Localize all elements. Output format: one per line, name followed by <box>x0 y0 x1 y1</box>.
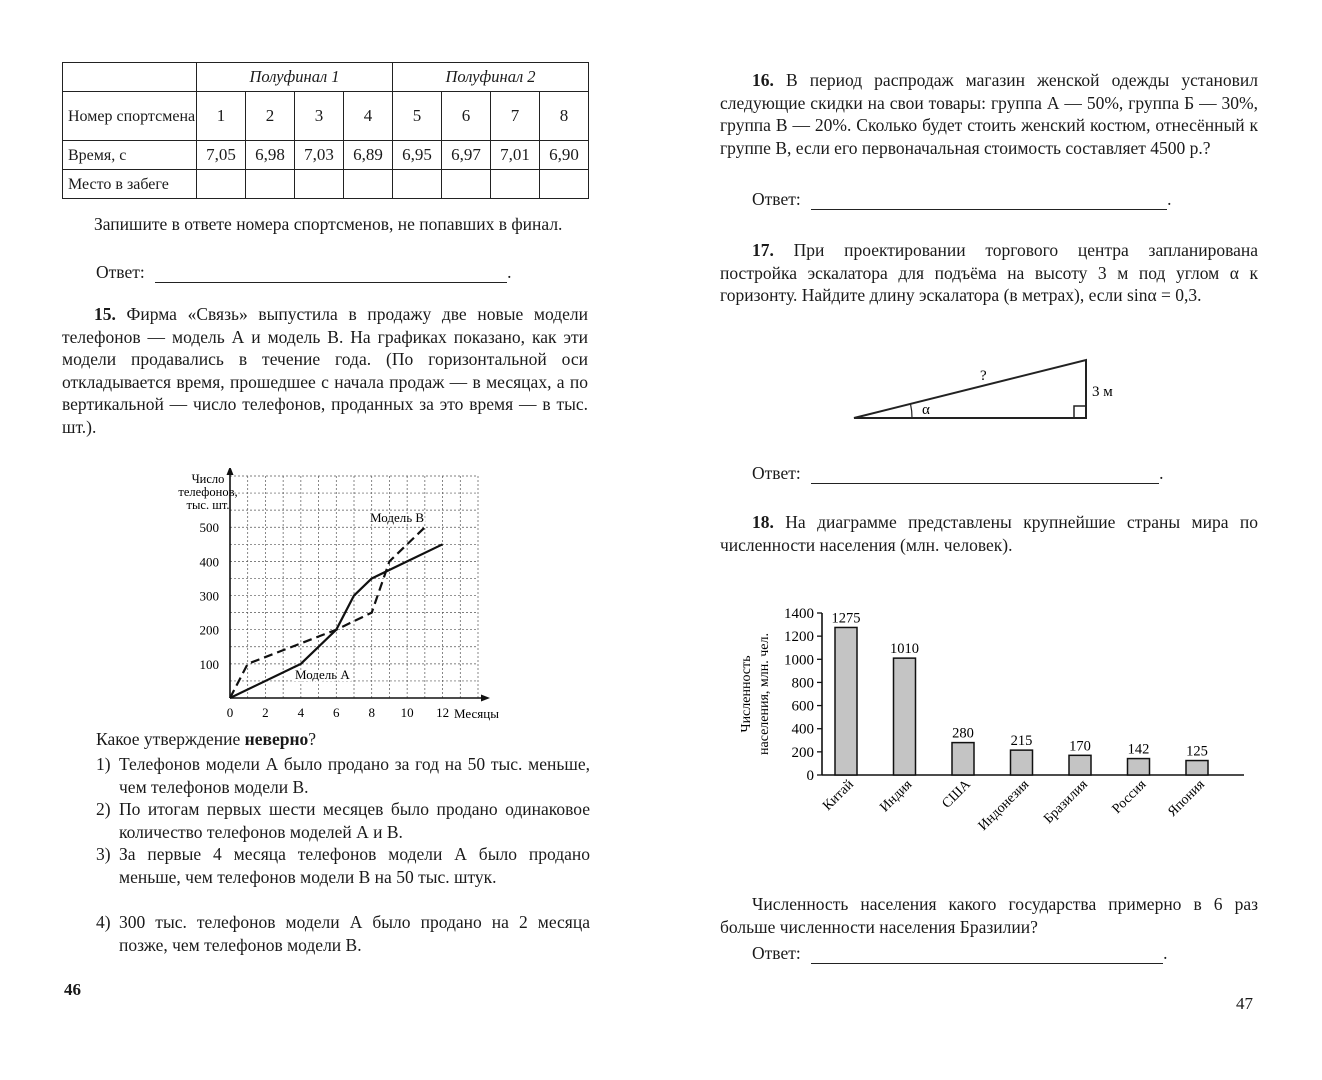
option-text: 300 тыс. телефонов модели А было продано на 2 месяца позже, чем телефонов модели В. <box>119 912 590 955</box>
bar-value-label: 142 <box>1127 741 1150 758</box>
table-cell: 8 <box>540 92 589 141</box>
bar-value-label: 280 <box>952 725 974 742</box>
task-number: 17. <box>752 240 774 260</box>
task15-body: Фирма «Связь» выпустила в продажу две новые модели телефонов — модель А и модель В. На графиках показано, как эти модели продавались в течение года. (По горизонтальной оси откладывается время, прошедшее с начала продаж — в месяцах, а по вертикальной — число телефонов, проданных за это время — в тыс. шт.). <box>62 304 588 437</box>
table-cell: 1 <box>197 92 246 141</box>
y-tick-label: 1200 <box>784 629 814 646</box>
table-cell: 7,05 <box>197 141 246 170</box>
x-tick-label: 4 <box>297 705 305 720</box>
series-label-model-b: Модель В <box>370 510 425 525</box>
category-label: Япония <box>1165 777 1208 820</box>
chart-axes <box>227 468 491 702</box>
category-label: Китай <box>820 777 857 814</box>
option-number: 2) <box>96 799 111 819</box>
results-table <box>62 62 589 199</box>
task18-answer: Ответ: . <box>752 943 1168 963</box>
bar-value-label: 170 <box>1069 738 1091 755</box>
task16-text <box>720 69 1258 159</box>
row-label-number: Номер спортсмена <box>63 92 197 141</box>
category-label: США <box>939 777 974 812</box>
y-tick-label: 400 <box>199 554 219 570</box>
angle-arc <box>911 404 913 418</box>
y-tick-label: 1400 <box>784 606 814 622</box>
y-tick-label: 100 <box>199 656 219 672</box>
option-4[interactable] <box>96 911 590 956</box>
table-row-numbers <box>63 92 589 141</box>
answer-line[interactable] <box>811 469 1159 484</box>
bar-5 <box>1069 755 1091 775</box>
x-tick-label: 2 <box>262 705 269 720</box>
task17-body: При проектировании торгового центра запланирована постройка эскалатора для подъёма на высоту 3 м под углом α к горизонту. Найдите длину эскалатора (в метрах), если sinα = 0,3. <box>720 240 1259 305</box>
escalator-triangle-diagram <box>842 350 1122 430</box>
bar-2 <box>894 658 916 775</box>
category-label: Бразилия <box>1041 777 1091 827</box>
x-tick-label: 8 <box>368 705 375 720</box>
category-label: Индия <box>877 777 916 816</box>
answer-line[interactable] <box>811 195 1167 210</box>
row-label-place: Место в забеге <box>63 170 197 199</box>
y-axis-label-line2: населения, млн. чел. <box>757 632 772 756</box>
bar-value-label: 215 <box>1010 733 1033 750</box>
y-tick-label: 1000 <box>784 652 814 669</box>
table-cell <box>442 170 491 199</box>
answer-label: Ответ: <box>752 943 801 963</box>
y-tick-label: 200 <box>791 744 814 761</box>
task15-question <box>96 728 316 751</box>
y-axis-label-line3: тыс. шт. <box>186 498 230 512</box>
question-emphasis: неверно <box>244 729 309 749</box>
bar-1 <box>835 627 857 775</box>
x-tick-label: 6 <box>333 705 340 720</box>
option-2[interactable] <box>96 798 590 843</box>
bar-6 <box>1128 759 1150 775</box>
task-number: 18. <box>752 512 774 532</box>
semifinal-1-header: Полуфинал 1 <box>197 63 393 92</box>
task-number: 16. <box>752 70 774 90</box>
semifinal-2-header: Полуфинал 2 <box>393 63 589 92</box>
option-text: Телефонов модели А было продано за год на 50 тыс. меньше, чем телефонов модели В. <box>119 754 590 797</box>
table-cell: 2 <box>246 92 295 141</box>
x-tick-label: 12 <box>436 705 450 720</box>
triangle-shape <box>854 360 1086 418</box>
x-tick-label: 0 <box>226 705 234 720</box>
x-tick-label: 10 <box>400 705 414 720</box>
table-cell: 7,01 <box>491 141 540 170</box>
table-cell <box>540 170 589 199</box>
table-cell: 6 <box>442 92 491 141</box>
answer-label: Ответ: <box>752 189 801 209</box>
task15-text <box>62 303 588 438</box>
y-tick-label: 800 <box>791 675 814 692</box>
task16-body: В период распродаж магазин женской одежды установил следующие скидки на свои товары: группа А — 50%, группа Б — 30%, группа В — 20%. Сколько будет стоить женский костюм, отнесённый к группе В, если его первоначальная стоимость составляет 4500 р.? <box>720 70 1258 158</box>
option-text: По итогам первых шести месяцев было продано одинаковое количество телефонов моделей А и В. <box>119 799 590 842</box>
option-1[interactable] <box>96 753 590 798</box>
bar-chart-y-label <box>739 633 772 755</box>
bar-value-label: 125 <box>1186 743 1208 760</box>
task14-answer: Ответ: . <box>96 262 512 282</box>
answer-line[interactable] <box>811 949 1163 964</box>
table-cell <box>246 170 295 199</box>
x-axis-label: Месяцы <box>454 706 499 721</box>
y-tick-label: 600 <box>791 698 814 715</box>
table-cell: 6,95 <box>393 141 442 170</box>
sales-line-chart <box>140 468 520 726</box>
bar-value-label: 1010 <box>890 641 919 658</box>
table-cell <box>295 170 344 199</box>
y-tick-label: 400 <box>791 721 814 738</box>
table-cell <box>491 170 540 199</box>
height-label: 3 м <box>1092 384 1113 400</box>
y-axis-arrow <box>227 468 234 475</box>
answer-label: Ответ: <box>752 463 801 483</box>
hypotenuse-label: ? <box>980 368 987 384</box>
table-cell <box>197 170 246 199</box>
bar-chart-ticks <box>784 606 822 784</box>
question-mark: ? <box>308 729 317 749</box>
option-number: 3) <box>96 844 111 864</box>
y-tick-label: 0 <box>806 768 814 784</box>
option-text: За первые 4 месяца телефонов модели А было продано меньше, чем телефонов модели В на 50 тыс. штук. <box>119 844 590 887</box>
category-label: Индонезия <box>975 777 1033 834</box>
table-cell: 3 <box>295 92 344 141</box>
right-page <box>662 0 1322 1080</box>
task14-text: Запишите в ответе номера спортсменов, не попавших в финал. <box>94 214 563 234</box>
table-cell: 6,97 <box>442 141 491 170</box>
table-corner-cell <box>63 63 197 92</box>
chart-grid <box>230 476 478 698</box>
table-cell <box>393 170 442 199</box>
question-text: Какое утверждение <box>96 729 245 749</box>
table-cell: 5 <box>393 92 442 141</box>
bar-value-label: 1275 <box>831 610 861 627</box>
task18-body: На диаграмме представлены крупнейшие страны мира по численности населения (млн. человек). <box>720 512 1259 555</box>
chart-ticks <box>200 520 450 720</box>
table-row-places <box>63 170 589 199</box>
task18-text <box>720 511 1258 556</box>
option-number: 4) <box>96 912 111 932</box>
table-cell: 4 <box>344 92 393 141</box>
population-bar-chart <box>724 596 1284 876</box>
series-label-model-a: Модель А <box>295 667 350 682</box>
y-tick-label: 300 <box>199 588 219 604</box>
bar-3 <box>952 743 974 775</box>
category-label: Россия <box>1109 777 1150 817</box>
option-3[interactable] <box>96 843 590 888</box>
left-page <box>0 0 660 1080</box>
x-axis-arrow <box>481 695 490 702</box>
y-axis-label-line2: телефонов, <box>178 485 238 499</box>
y-tick-label: 500 <box>199 520 219 536</box>
table-cell <box>344 170 393 199</box>
y-axis-label-line1: Число <box>191 472 225 486</box>
table-row-times <box>63 141 589 170</box>
table-cell: 6,98 <box>246 141 295 170</box>
bar-7 <box>1186 761 1208 775</box>
bar-chart-bars <box>820 610 1208 833</box>
page-number-left: 46 <box>64 980 81 999</box>
table-cell: 7 <box>491 92 540 141</box>
right-angle-mark <box>1074 406 1086 418</box>
table-cell: 6,89 <box>344 141 393 170</box>
angle-label: α <box>922 402 930 418</box>
answer-label: Ответ: <box>96 262 145 282</box>
page-number-right: 47 <box>1236 994 1253 1013</box>
table-cell: 6,90 <box>540 141 589 170</box>
task17-text <box>720 239 1258 307</box>
task-number: 15. <box>94 304 116 324</box>
table-header-row <box>63 63 589 92</box>
table-cell: 7,03 <box>295 141 344 170</box>
task16-answer: Ответ: . <box>752 189 1172 209</box>
row-label-time: Время, с <box>63 141 197 170</box>
answer-line[interactable] <box>155 268 507 283</box>
task17-answer: Ответ: . <box>752 463 1164 483</box>
y-axis-label-line1: Численность <box>739 655 754 733</box>
bar-4 <box>1011 750 1033 775</box>
task18-question: Численность населения какого государства примерно в 6 раз больше численности населения Бразилии? <box>720 894 1258 937</box>
y-tick-label: 200 <box>199 622 219 638</box>
option-number: 1) <box>96 754 111 774</box>
